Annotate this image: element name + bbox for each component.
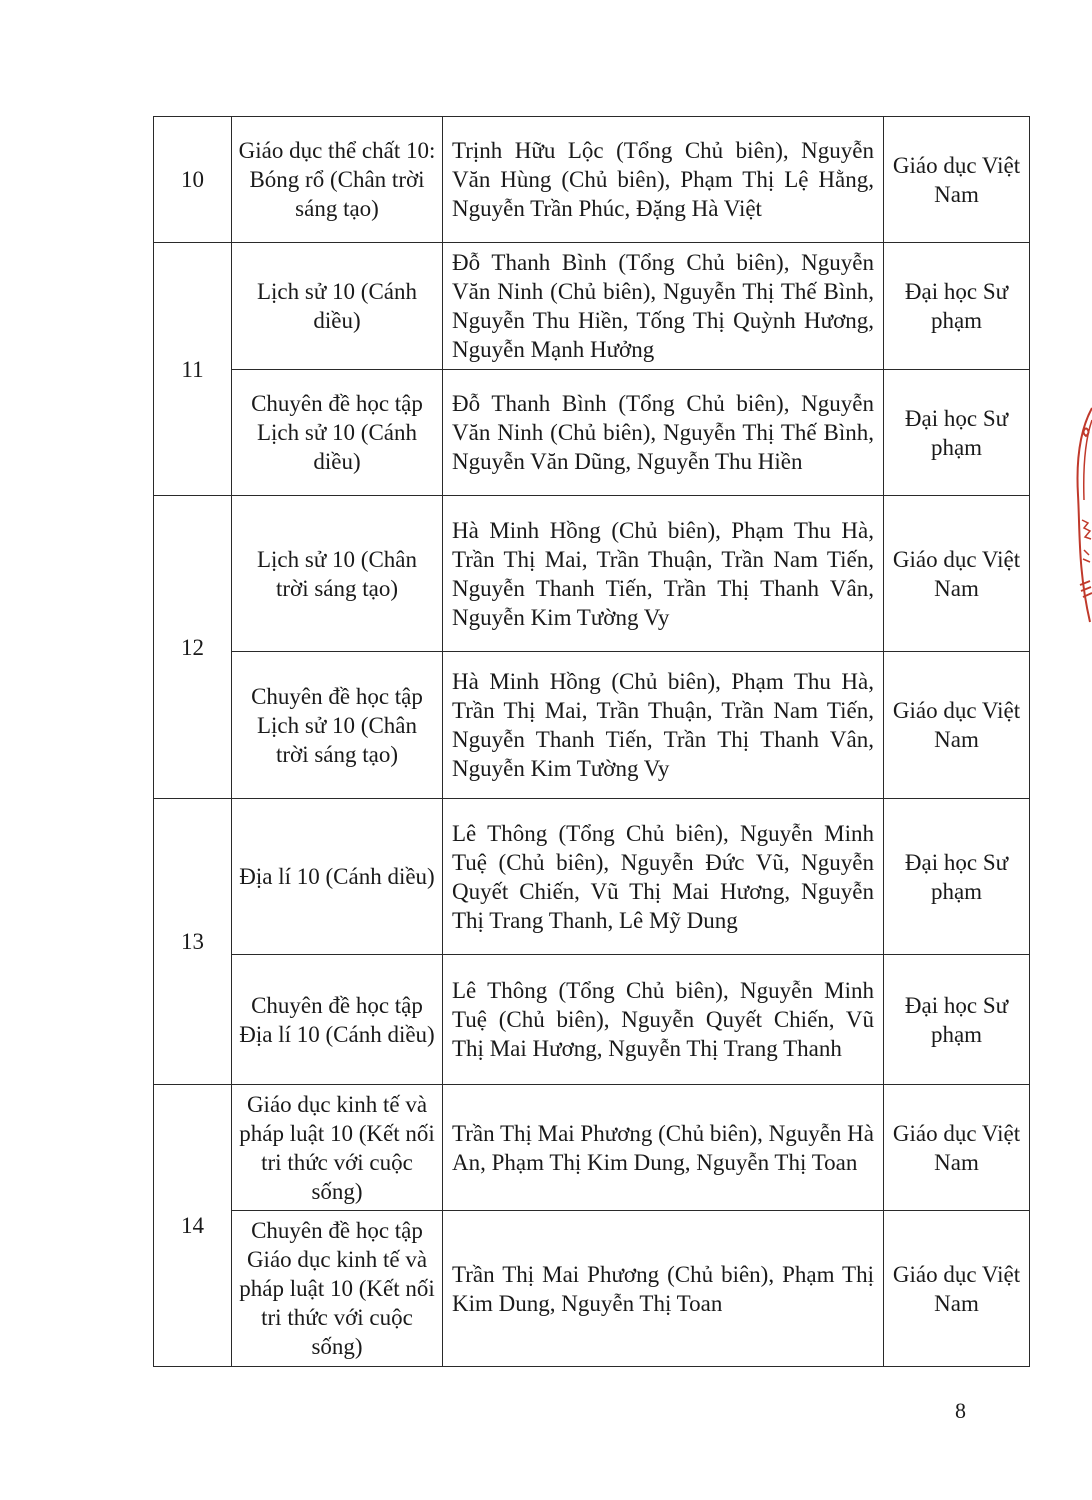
book-publisher: Giáo dục Việt Nam: [884, 496, 1030, 652]
book-authors: Lê Thông (Tổng Chủ biên), Nguyễn Minh Tuệ (Chủ biên), Nguyễn Đức Vũ, Nguyễn Quyết Chiến, Vũ Thị Mai Hương, Nguyễn Thị Trang Thanh, Lê Mỹ Dung: [443, 799, 884, 955]
book-publisher: Đại học Sư phạm: [884, 955, 1030, 1085]
table-row: [154, 496, 1030, 652]
book-publisher: Giáo dục Việt Nam: [884, 1211, 1030, 1367]
book-authors: Hà Minh Hồng (Chủ biên), Phạm Thu Hà, Trần Thị Mai, Trần Thuận, Trần Nam Tiến, Nguyễn Thanh Tiến, Trần Thị Thanh Vân, Nguyễn Kim Tường Vy: [443, 652, 884, 799]
table-row: [154, 652, 1030, 799]
seal-stamp-icon: [1066, 400, 1092, 630]
table-row: [154, 1211, 1030, 1367]
textbook-table: [153, 116, 1030, 1367]
table-row: [154, 117, 1030, 243]
row-number: 10: [154, 117, 232, 243]
book-publisher: Giáo dục Việt Nam: [884, 117, 1030, 243]
page-number: 8: [955, 1398, 966, 1423]
table-row: [154, 370, 1030, 496]
book-title: Chuyên đề học tập Lịch sử 10 (Chân trời sáng tạo): [232, 652, 443, 799]
row-number: 12: [154, 496, 232, 799]
book-publisher: Giáo dục Việt Nam: [884, 652, 1030, 799]
book-publisher: Giáo dục Việt Nam: [884, 1085, 1030, 1211]
table-row: [154, 1085, 1030, 1211]
book-title: Chuyên đề học tập Lịch sử 10 (Cánh diều): [232, 370, 443, 496]
book-authors: Trần Thị Mai Phương (Chủ biên), Phạm Thị Kim Dung, Nguyễn Thị Toan: [443, 1211, 884, 1367]
book-title: Lịch sử 10 (Cánh diều): [232, 243, 443, 370]
row-number: 13: [154, 799, 232, 1085]
book-authors: Đỗ Thanh Bình (Tổng Chủ biên), Nguyễn Văn Ninh (Chủ biên), Nguyễn Thị Thế Bình, Nguyễn Thu Hiền, Tống Thị Quỳnh Hương, Nguyễn Mạnh Hưởng: [443, 243, 884, 370]
book-authors: Trần Thị Mai Phương (Chủ biên), Nguyễn Hà An, Phạm Thị Kim Dung, Nguyễn Thị Toan: [443, 1085, 884, 1211]
book-title: Chuyên đề học tập Địa lí 10 (Cánh diều): [232, 955, 443, 1085]
table-row: [154, 243, 1030, 370]
book-title: Giáo dục thể chất 10: Bóng rổ (Chân trời sáng tạo): [232, 117, 443, 243]
book-publisher: Đại học Sư phạm: [884, 799, 1030, 955]
table-row: [154, 799, 1030, 955]
book-authors: Trịnh Hữu Lộc (Tổng Chủ biên), Nguyễn Văn Hùng (Chủ biên), Phạm Thị Lệ Hằng, Nguyễn Trần Phúc, Đặng Hà Việt: [443, 117, 884, 243]
row-number: 11: [154, 243, 232, 496]
book-title: Địa lí 10 (Cánh diều): [232, 799, 443, 955]
book-authors: Lê Thông (Tổng Chủ biên), Nguyễn Minh Tuệ (Chủ biên), Nguyễn Quyết Chiến, Vũ Thị Mai Hương, Nguyễn Thị Trang Thanh: [443, 955, 884, 1085]
book-title: Giáo dục kinh tế và pháp luật 10 (Kết nối tri thức với cuộc sống): [232, 1085, 443, 1211]
book-publisher: Đại học Sư phạm: [884, 370, 1030, 496]
row-number: 14: [154, 1085, 232, 1367]
book-publisher: Đại học Sư phạm: [884, 243, 1030, 370]
book-authors: Đỗ Thanh Bình (Tổng Chủ biên), Nguyễn Văn Ninh (Chủ biên), Nguyễn Thị Thế Bình, Nguyễn Văn Dũng, Nguyễn Thu Hiền: [443, 370, 884, 496]
book-title: Chuyên đề học tập Giáo dục kinh tế và pháp luật 10 (Kết nối tri thức với cuộc sống): [232, 1211, 443, 1367]
book-title: Lịch sử 10 (Chân trời sáng tạo): [232, 496, 443, 652]
book-authors: Hà Minh Hồng (Chủ biên), Phạm Thu Hà, Trần Thị Mai, Trần Thuận, Trần Nam Tiến, Nguyễn Thanh Tiến, Trần Thị Thanh Vân, Nguyễn Kim Tường Vy: [443, 496, 884, 652]
table-row: [154, 955, 1030, 1085]
